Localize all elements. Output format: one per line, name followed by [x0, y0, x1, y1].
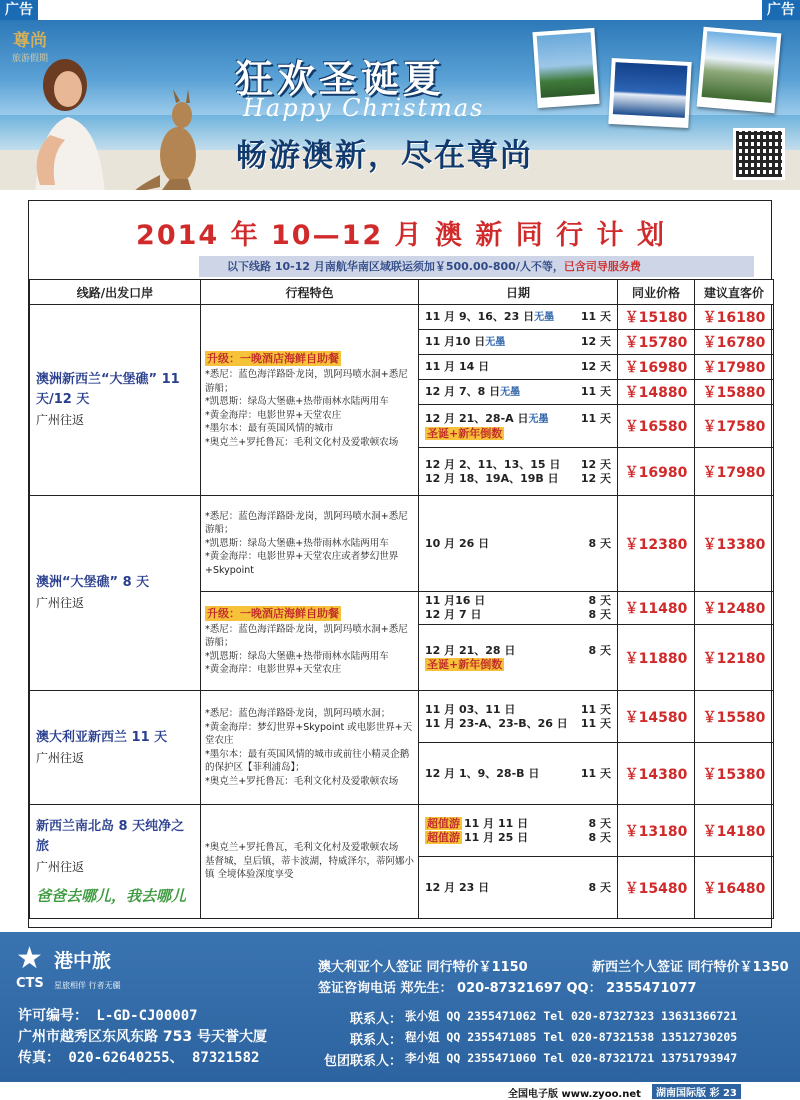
retail-price: ￥15580 [695, 691, 774, 743]
date-cell [419, 625, 618, 691]
contact-info: 张小姐 QQ 2355471062 Tel 020-87327323 13631366721 [405, 1009, 738, 1023]
duration-text: 11 天 [580, 384, 611, 398]
duration-text: 8 天 [588, 816, 611, 830]
retail-price: ￥15880 [695, 380, 774, 405]
route-departure: 广州往返 [36, 596, 85, 610]
route-cell [30, 305, 201, 496]
retail-price: ￥13380 [695, 496, 774, 592]
date-cell [419, 592, 618, 625]
retail-price: ￥17980 [695, 355, 774, 380]
retail-price: ￥12180 [695, 625, 774, 691]
date-text: 12 月 7、8 日 [425, 384, 501, 398]
date-text: 11 月 03、11 日 [425, 702, 516, 716]
contact-label: 包团联系人： [323, 1054, 402, 1069]
peer-price: ￥11880 [618, 625, 695, 691]
no-melbourne-note: 无墨 [534, 311, 555, 323]
retail-price: ￥12480 [695, 592, 774, 625]
peer-price: ￥16980 [618, 355, 695, 380]
route-departure: 广州往返 [36, 413, 85, 427]
table-row [30, 305, 774, 330]
date-cell [419, 355, 618, 380]
peer-price: ￥11480 [618, 592, 695, 625]
license-number: 许可编号： L-GD-CJ00007 [18, 1008, 198, 1024]
photo-castle [532, 28, 599, 108]
route-name: 澳洲“大堡礁” 8 天 [36, 575, 150, 590]
date-cell [419, 691, 618, 743]
duration-text: 8 天 [588, 880, 611, 894]
peer-price: ￥14380 [618, 743, 695, 805]
route-cell [30, 691, 201, 805]
features-cell [201, 691, 419, 805]
date-cell [419, 380, 618, 405]
date-text: 10 月 26 日 [425, 536, 490, 550]
date-cell [419, 405, 618, 448]
date-text: 12 月 2、11、13、15 日 [425, 457, 561, 471]
banner-slogan: 畅游澳新，尽在尊尚 [236, 138, 533, 174]
date-cell [419, 305, 618, 330]
header-peer-price: 同业价格 [618, 280, 695, 305]
date-text: 12 月 21、28 日 [425, 643, 516, 657]
retail-price: ￥16180 [695, 305, 774, 330]
header-features: 行程特色 [201, 280, 419, 305]
upgrade-tag: 升级：一晚酒店海鲜自助餐 [207, 352, 339, 365]
contact-info: 李小姐 QQ 2355471060 Tel 020-87321721 13751793947 [405, 1051, 738, 1065]
duration-text: 11 天 [580, 411, 611, 425]
plan-table [29, 279, 774, 919]
page-footer [0, 1082, 800, 1100]
plan-frame [28, 200, 772, 928]
date-text: 12 月 1、9、28-B 日 [425, 766, 540, 780]
duration-text: 8 天 [588, 608, 611, 621]
features-text: *悉尼：蓝色海洋路卧龙岗，凯阿玛喷水洞+悉尼游船； *凯恩斯：绿岛大堡礁+热带雨林水陆两用车 *黄金海岸：电影世界+天堂农庄 [205, 623, 408, 675]
peer-price: ￥15180 [618, 305, 695, 330]
date-text: 12 月 7 日 [425, 608, 482, 621]
plan-note-text: 以下线路 10-12 月南航华南区域联运须加￥500.00-800/人不等， [227, 260, 564, 273]
features-text: *奥克兰+罗托鲁瓦，毛利文化村及爱歌顿农场 基督城，皇后镇，蒂卡波湖，特威泽尔，蒂阿娜小镇 全境体验深度享受 [205, 842, 415, 881]
no-melbourne-note: 无墨 [485, 336, 506, 348]
brand-logo-text: 尊尚 [13, 31, 47, 51]
value-deal-tag: 超值游 [427, 830, 460, 844]
holiday-tag: 圣诞+新年倒数 [427, 426, 503, 440]
header-dates: 日期 [419, 280, 618, 305]
date-cell [419, 330, 618, 355]
brand-logo-sub: 旅游假期 [11, 54, 48, 64]
peer-price: ￥15780 [618, 330, 695, 355]
date-text: 11 月 25 日 [464, 830, 529, 844]
features-cell [201, 805, 419, 919]
plan-heading: 2014 年 10—12 月 澳 新 同 行 计 划 [136, 220, 666, 251]
visa-nz: 新西兰个人签证 同行特价￥1350 [592, 960, 789, 975]
woman-image [10, 45, 120, 190]
peer-price: ￥13180 [618, 805, 695, 857]
duration-text: 11 天 [580, 766, 611, 780]
visa-phone: 签证咨询电话 郑先生： 020-87321697 QQ： 2355471077 [318, 981, 697, 996]
retail-price: ￥17980 [695, 448, 774, 496]
date-text: 11 月 11 日 [464, 816, 529, 830]
contact-info: 程小姐 QQ 2355471085 Tel 020-87321538 13512730205 [405, 1030, 738, 1044]
date-text: 11 月10 日 [425, 334, 486, 348]
date-cell [419, 448, 618, 496]
kangaroo-image [130, 75, 220, 190]
duration-text: 11 天 [580, 702, 611, 716]
retail-price: ￥15380 [695, 743, 774, 805]
table-header-row [30, 280, 774, 305]
route-name: 澳洲新西兰“大堡礁” 11 天/12 天 [36, 372, 180, 407]
duration-text: 11 天 [580, 716, 611, 730]
photo-mountain [697, 27, 782, 113]
date-text: 12 月 18、19A、19B 日 [425, 471, 559, 485]
photo-opera-house [608, 58, 691, 128]
features-text: *悉尼：蓝色海洋路卧龙岗，凯阿玛喷水洞+悉尼游船； *凯恩斯：绿岛大堡礁+热带雨林水陆两用车 *黄金海岸：电影世界+天堂农庄或者梦幻世界+Skypoint [205, 510, 408, 576]
table-row [30, 691, 774, 743]
company-name-cn: 港中旅 [54, 950, 112, 972]
date-cell [419, 496, 618, 592]
no-melbourne-note: 无墨 [500, 386, 521, 398]
table-row [30, 496, 774, 592]
date-cell [419, 805, 618, 857]
peer-price: ￥12380 [618, 496, 695, 592]
duration-text: 8 天 [588, 643, 611, 657]
promo-banner [0, 20, 800, 190]
table-row [30, 805, 774, 857]
value-deal-tag: 超值游 [427, 816, 460, 830]
cts-logo [14, 941, 144, 994]
peer-price: ￥15480 [618, 857, 695, 919]
route-departure: 广州往返 [36, 750, 85, 765]
date-text: 11 月16 日 [425, 594, 486, 607]
banner-title: 狂欢圣诞夏 [235, 56, 446, 101]
company-tagline: 星旅相伴 行者无疆 [54, 981, 121, 990]
peer-price: ￥16980 [618, 448, 695, 496]
route-departure: 广州往返 [36, 860, 85, 874]
features-text: *悉尼：蓝色海洋路卧龙岗，凯阿玛喷水洞； *黄金海岸：梦幻世界+Skypoint 或电影世界+天堂农庄 *墨尔本：最有英国风情的城市或前往小精灵企鹅的保护区【菲利浦岛】； *奥克兰+罗托鲁瓦：毛利文化村及爱歌顿农场 [205, 708, 413, 787]
duration-text: 8 天 [588, 594, 611, 607]
footer-website: 全国电子版 www.zyoo.net [508, 1089, 641, 1100]
features-cell [201, 305, 419, 496]
date-text: 12 月 23 日 [425, 880, 490, 894]
footer-edition: 湖南国际版 彩 23 [652, 1084, 741, 1099]
date-text: 12 月 21、28-A 日 [425, 411, 529, 425]
date-cell [419, 857, 618, 919]
date-text: 11 月 9、16、23 日 [425, 309, 535, 323]
retail-price: ￥16480 [695, 857, 774, 919]
retail-price: ￥16780 [695, 330, 774, 355]
route-cell [30, 496, 201, 691]
duration-text: 8 天 [588, 536, 611, 550]
route-slogan: 爸爸去哪儿，我去哪儿 [36, 887, 187, 905]
banner-subtitle: Happy Christmas [243, 94, 485, 122]
holiday-tag: 圣诞+新年倒数 [427, 657, 503, 671]
upgrade-tag: 升级：一晚酒店海鲜自助餐 [207, 606, 339, 620]
retail-price: ￥14180 [695, 805, 774, 857]
company-fax: 传真： 020-62640255、 87321582 [18, 1050, 260, 1066]
features-cell [201, 496, 419, 592]
no-melbourne-note: 无墨 [528, 413, 549, 425]
date-text: 11 月 23-A、23-B、26 日 [425, 716, 568, 730]
duration-text: 12 天 [580, 334, 611, 348]
duration-text: 12 天 [580, 471, 611, 485]
route-name: 新西兰南北岛 8 天纯净之旅 [36, 819, 185, 854]
duration-text: 8 天 [588, 830, 611, 844]
peer-price: ￥14880 [618, 380, 695, 405]
company-name-en: CTS [16, 976, 44, 991]
retail-price: ￥17580 [695, 405, 774, 448]
ad-label-left: 广告 [0, 0, 38, 20]
features-text: *悉尼：蓝色海洋路卧龙岗，凯阿玛喷水洞+悉尼游船； *凯恩斯：绿岛大堡礁+热带雨林水陆两用车 *黄金海岸：电影世界+天堂农庄 *墨尔本：最有英国风情的城市 *奥克兰+罗托鲁瓦：毛利文化村及爱歌顿农场 [205, 369, 408, 448]
star-icon: ★ [16, 941, 43, 976]
route-cell [30, 805, 201, 919]
date-cell [419, 743, 618, 805]
ad-label-right: 广告 [762, 0, 800, 20]
header-retail-price: 建议直客价 [695, 280, 774, 305]
visa-au: 澳大利亚个人签证 同行特价￥1150 [318, 960, 528, 975]
plan-note-highlight: 已含司导服务费 [563, 260, 641, 273]
duration-text: 12 天 [580, 457, 611, 471]
peer-price: ￥14580 [618, 691, 695, 743]
plan-note [199, 256, 754, 277]
qr-code[interactable] [733, 128, 785, 180]
company-info [0, 932, 800, 1082]
route-name: 澳大利亚新西兰 11 天 [36, 729, 168, 745]
company-address: 广州市越秀区东风东路 753 号天誉大厦 [18, 1029, 267, 1045]
date-text: 11 月 14 日 [425, 360, 490, 373]
header-route: 线路/出发口岸 [30, 280, 201, 305]
duration-text: 11 天 [580, 309, 611, 323]
duration-text: 12 天 [580, 360, 611, 373]
features-cell [201, 592, 419, 691]
contact-label: 联系人： [349, 1033, 402, 1048]
peer-price: ￥16580 [618, 405, 695, 448]
contact-label: 联系人： [349, 1012, 402, 1027]
